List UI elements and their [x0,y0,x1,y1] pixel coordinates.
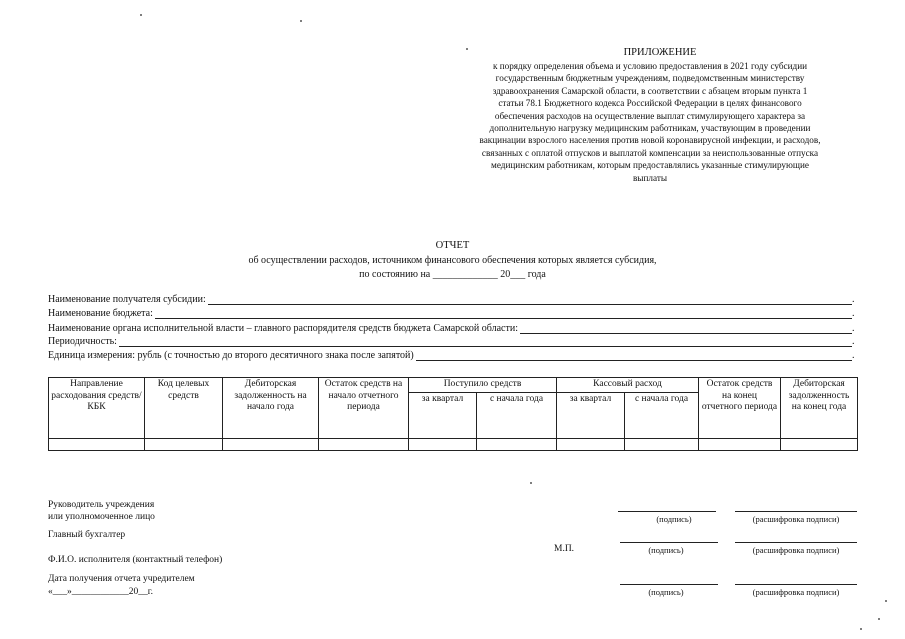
table-cell[interactable] [49,438,145,450]
field-budget: Наименование бюджета: . [48,308,855,319]
accountant-decode-line[interactable] [735,542,857,543]
header-received: Поступило средств [409,378,557,393]
appendix-title: ПРИЛОЖЕНИЕ [623,47,697,58]
table-cell[interactable] [223,438,319,450]
table-cell[interactable] [145,438,223,450]
field-authority: Наименование органа исполнительной власти – главного распорядителя средств бюджета Самарской области: . [48,323,855,334]
report-subtitle: об осуществлении расходов, источником финансового обеспечения которых является субсидия, [248,255,657,266]
scan-speck [885,600,887,602]
field-label: Единица измерения: рубль (с точностью до второго десятичного знака после запятой) [48,350,414,361]
accountant-sign-caption: (подпись) [648,545,684,555]
scan-speck [466,48,468,50]
appendix-line: медицинским работникам, которым предоставлялись указанные стимулирующие [491,160,809,171]
head-label-2: или уполномоченное лицо [48,512,155,522]
field-label: Наименование бюджета: [48,308,153,319]
scan-speck [860,628,862,630]
executor-sign-caption: (подпись) [648,587,684,597]
field-label: Периодичность: [48,336,117,347]
field-label: Наименование получателя субсидии: [48,294,206,305]
appendix-line: здравоохранения Самарской области, в соответствии с абзацем вторым пункта 1 [492,85,808,96]
accountant-decode-caption: (расшифровка подписи) [752,545,840,555]
header-balance-end: Остаток средств на конец отчетного периода [699,378,781,439]
appendix-line: дополнительную нагрузку медицинским работникам, участвующим в проведении [489,123,811,134]
head-label-1: Руководитель учреждения [48,500,155,510]
scan-speck [140,14,142,16]
appendix-line: к порядку определения объема и условию предоставления в 2021 году субсидии [492,61,808,71]
field-periodicity: Периодичность: . [48,336,855,347]
field-label: Наименование органа исполнительной власти – главного распорядителя средств бюджета Самарской области: [48,323,518,334]
appendix-line: обеспечения расходов на осуществление выплат стимулирующего характера за [494,110,806,121]
chief-accountant-label: Главный бухгалтер [48,530,126,540]
appendix-line: связанных с оплатой отпусков и выплатой компенсации за неиспользованные отпуска [481,147,819,158]
table-cell[interactable] [557,438,625,450]
report-table [48,377,858,451]
header-cash-quarter: за квартал [557,392,625,438]
accountant-sign-line[interactable] [620,542,718,543]
header-direction: Направление расходования средств/КБК [49,378,145,439]
fill-line[interactable] [119,337,852,347]
header-debt-start: Дебиторская задолженность на начало года [223,378,319,439]
table-cell[interactable] [477,438,557,450]
field-recipient: Наименование получателя субсидии: . [48,294,855,305]
report-title: ОТЧЕТ [435,240,470,251]
header-debt-end: Дебиторская задолженность на конец года [781,378,858,439]
executor-sign-line[interactable] [620,584,718,585]
table-cell[interactable] [409,438,477,450]
stamp-label: М.П. [554,544,575,554]
scan-speck [530,482,532,484]
head-sign-caption: (подпись) [656,514,692,524]
header-received-quarter: за квартал [409,392,477,438]
appendix-line: государственным бюджетным учреждениям, подведомственным министерству [495,73,805,84]
report-date-line: по состоянию на _____________ 20___ года [359,269,546,280]
header-received-year: с начала года [477,392,557,438]
scan-speck [300,20,302,22]
scan-speck [878,618,880,620]
appendix-line: вакцинации взрослого населения против новой коронавирусной инфекции, и расходов, [479,135,821,146]
header-cash: Кассовый расход [557,378,699,393]
appendix-line: статьи 78.1 Бюджетного кодекса Российской Федерации в целях финансового [498,98,802,109]
received-date-value[interactable]: «___»____________20__г. [48,587,153,597]
executor-decode-line[interactable] [735,584,857,585]
table-row [49,438,858,450]
table-cell[interactable] [319,438,409,450]
fill-line[interactable] [155,309,852,319]
fill-line[interactable] [520,324,852,334]
header-cash-year: с начала года [625,392,699,438]
executor-label: Ф.И.О. исполнителя (контактный телефон) [48,555,223,565]
executor-decode-caption: (расшифровка подписи) [752,587,840,597]
fill-line[interactable] [416,351,852,361]
head-decode-line[interactable] [735,511,857,512]
table-cell[interactable] [625,438,699,450]
header-code: Код целевых средств [145,378,223,439]
field-unit: Единица измерения: рубль (с точностью до второго десятичного знака после запятой) . [48,350,855,361]
fill-line[interactable] [208,295,852,305]
head-sign-line[interactable] [618,511,716,512]
received-date-label: Дата получения отчета учредителем [48,574,195,584]
appendix-line: выплаты [632,172,668,183]
table-cell[interactable] [781,438,858,450]
head-decode-caption: (расшифровка подписи) [752,514,840,524]
appendix-text [440,60,860,184]
table-cell[interactable] [699,438,781,450]
header-balance-start: Остаток средств на начало отчетного периода [319,378,409,439]
